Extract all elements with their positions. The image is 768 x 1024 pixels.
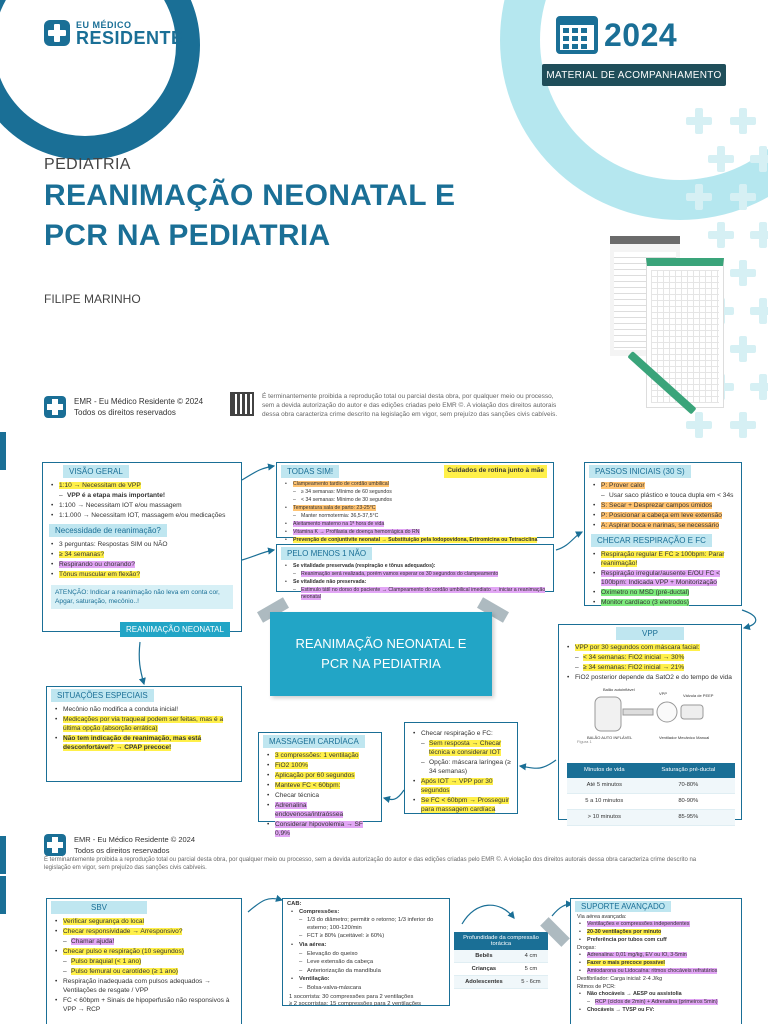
list-item: – Elevação do queixo: [291, 951, 443, 959]
list-item: • Prevenção de conjuntivite neonatal → Substituição pela Iodopovidona, Eritromicina ou Tetraciclina: [285, 537, 547, 544]
table-row: Bebês 4 cm: [454, 950, 548, 963]
table-row: > 10 minutos 85-95%: [567, 810, 735, 826]
qr-code-icon: [230, 392, 254, 416]
brand-small: EU MÉDICO: [76, 20, 132, 30]
list-item: • ≥ 34 semanas?: [51, 550, 235, 559]
side-marker: [0, 876, 6, 914]
reanimacao-question-header: Necessidade de reanimação?: [49, 524, 167, 537]
list-item: • Clampeamento tardio de cordão umbilical: [285, 481, 547, 488]
todas-sim-header: TODAS SIM!: [281, 465, 339, 478]
list-item: – Leve extensão da cabeça: [291, 959, 443, 967]
list-item: – < 34 semanas: FiO2 inicial → 30%: [567, 653, 735, 662]
list-item: – Pulso femural ou carotídeo (≥ 1 ano): [55, 967, 235, 976]
list-item: – Estimulo tátil no dorso do paciente → Clampeamento do cordão umbilical imediato → iniciar a reanimação neonatal: [285, 587, 547, 601]
list-item: – Reanimação será realizada, porém vamos esperar os 30 segundos do clampeamento: [285, 571, 547, 578]
list-item: • Via aérea:: [291, 942, 443, 950]
list-item: – Pulso braquial (< 1 ano): [55, 957, 235, 966]
pelo-menos-header: PELO MENOS 1 NÃO: [281, 547, 372, 560]
material-badge: MATERIAL DE ACOMPANHAMENTO: [542, 64, 726, 86]
cab-footer-1: 1 socorrista: 30 compressões para 2 ventilações: [289, 993, 414, 1000]
list-item: • Ventilações e compressões independentes: [579, 921, 735, 928]
list-item: • Se FC < 60bpm → Prosseguir para massagem cardíaca: [413, 796, 511, 814]
saturacao-table: [567, 763, 735, 826]
suporte-avancado-box: [570, 898, 742, 1024]
table-header: Profundidade da compressão torácica: [454, 932, 548, 950]
author-name: FILIPE MARINHO: [44, 292, 141, 306]
table-row: Adolescentes 5 - 6cm: [454, 976, 548, 989]
list-item: • VPP por 30 segundos com máscara facial:: [567, 643, 735, 652]
list-item: • A: Aspirar boca e narinas, se necessário: [593, 521, 735, 530]
list-item: • Após IOT → VPP por 30 segundos: [413, 777, 511, 795]
cab-box: [282, 898, 450, 1006]
list-item: • Vitamina K → Profilaxia de doença hemorrágica do RN: [285, 529, 547, 536]
sav-header: SUPORTE AVANÇADO: [575, 901, 671, 912]
list-item: • Manteve FC < 60bpm:: [267, 781, 375, 790]
list-item: – VPP é a etapa mais importante!: [51, 491, 235, 500]
list-item: • Respiração regular E FC ≥ 100bpm: Parar reanimação!: [593, 550, 735, 568]
table-row: Crianças 5 cm: [454, 963, 548, 976]
device-label: Ventilador Mecânico Manual: [659, 735, 710, 740]
table-row: Até 5 minutos 70-80%: [567, 778, 735, 794]
list-item: • 3 perguntas: Respostas SIM ou NÃO: [51, 540, 235, 549]
year-header: [556, 16, 677, 54]
sav-desfibrilador: Desfibrilador: Carga inicial: 2-4 J/kg: [577, 976, 663, 982]
list-item: – Anteriorização da mandíbula: [291, 968, 443, 976]
pelo-menos-box: [276, 544, 554, 600]
list-item: • FiO2 100%: [267, 761, 375, 770]
list-item: – Chamar ajuda!: [55, 937, 235, 946]
cab-title: CAB:: [287, 901, 302, 907]
list-item: • 20-30 ventilações por minuto: [579, 929, 735, 936]
list-item: – RCP (ciclos de 2min) + Adrenalina (primeiros 5min): [579, 999, 735, 1006]
sav-subheading: Ritmos de PCR:: [577, 984, 616, 990]
footer-legal-2: É terminantemente proibida a reprodução total ou parcial desta obra, por qualquer meio ou processo, sem a devida autorização do autor e das edições criadas pelo EMR ©. A violação dos direitos autorais dessa obra caracteriza crime descrito na legislação em vigor, sem prejuízo das sanções civis cabíveis.: [44, 857, 697, 871]
list-item: • Fazer o mais precoce possível: [579, 960, 735, 967]
side-marker: [0, 432, 6, 470]
vpp-device-figure: [575, 683, 725, 745]
medical-cross-icon: [44, 20, 70, 46]
device-label: VPP: [659, 691, 668, 696]
notebook-illustration: [610, 236, 700, 416]
center-title-card: REANIMAÇÃO NEONATAL E PCR NA PEDIATRIA: [270, 612, 492, 696]
checar-header: CHECAR RESPIRAÇÃO E FC: [591, 534, 712, 547]
list-item: – Opção: máscara laríngea (≥ 34 semanas): [413, 758, 511, 776]
list-item: • Checar técnica: [267, 791, 375, 800]
reanimacao-neonatal-label: REANIMAÇÃO NEONATAL: [120, 622, 230, 637]
year-text: 2024: [604, 16, 678, 53]
list-item: • Não chocáveis → AESP ou assistolia: [579, 991, 735, 998]
list-item: • Checar pulso e respiração (10 segundos): [55, 947, 235, 956]
situacoes-box: [46, 686, 242, 782]
device-label: Balão autoinflável: [603, 687, 635, 692]
list-item: • Respiração irregular/ausente E/OU FC < 100bpm: Indicada VPP + Monitorização: [593, 569, 735, 587]
page-title: [44, 176, 464, 256]
list-item: • Adrenalina endovenosa/intraóssea: [267, 801, 375, 819]
list-item: • Verificar segurança do local: [55, 917, 235, 926]
figure-caption: Figura 1: [577, 739, 592, 744]
list-item: – Manter normotermia: 36,5-37,5°C: [285, 513, 547, 520]
list-item: • Temperatura sala de parto: 23-25°C: [285, 505, 547, 512]
list-item: – FCT ≥ 80% (aceitável: ≥ 60%): [291, 933, 443, 941]
footer-legal: É terminantemente proibida a reprodução total ou parcial desta obra, por qualquer meio ou processo, sem a devida autorização do autor e das edições criadas pelo EMR ©. A violação dos direitos autorais dessa obra caracteriza crime descrito na legislação em vigor, sem prejuízo das sanções civis cabíveis.: [262, 393, 558, 418]
brand-text: [76, 20, 184, 46]
brand-logo: [44, 20, 184, 46]
subject-label: PEDIATRIA: [44, 156, 131, 173]
list-item: • Preferência por tubos com cuff: [579, 937, 735, 944]
list-item: • Adrenalina: 0,01 mg/kg, EV ou IO, 3-5min: [579, 952, 735, 959]
list-item: • Respiração inadequada com pulsos adequados → Ventilações de resgate / VPP: [55, 977, 235, 995]
list-item: • 1:100 → Necessitam IOT e/ou massagem: [51, 501, 235, 510]
checar-fc-box: [404, 722, 518, 814]
list-item: • Checar respiração e FC:: [413, 729, 511, 738]
table-row: 5 a 10 minutos 80-90%: [567, 794, 735, 810]
todas-sim-box: [276, 462, 554, 543]
vpp-box: [558, 624, 742, 820]
side-marker: [0, 836, 6, 874]
profundidade-table: [454, 932, 548, 989]
list-item: • Não tem indicação de reanimação, mas está desconfortável? → CPAP precoce!: [55, 734, 235, 752]
list-item: • Tônus muscular em flexão?: [51, 570, 235, 579]
list-item: • P: Posicionar a cabeça em leve extensão: [593, 511, 735, 520]
device-label: BALÃO AUTO INFLÁVEL: [587, 735, 633, 740]
footer-brand: EMR - Eu Médico Residente © 2024 Todos os direitos reservados: [74, 835, 195, 855]
passos-header: PASSOS INICIAIS (30 S): [589, 465, 691, 478]
atencao-note: ATENÇÃO: Indicar a reanimação não leva em conta cor, Apgar, saturação, mecônio..!: [51, 585, 233, 609]
list-item: – 1/3 do diâmetro; permitir o retorno; 1/3 inferior do esterno; 100-120/min: [291, 917, 443, 932]
list-item: • Aleitamento materno na 1ª hora de vida: [285, 521, 547, 528]
list-item: • Ventilação:: [291, 976, 443, 984]
list-item: • Mecônio não modifica a conduta inicial!: [55, 705, 235, 714]
title-line-1: REANIMAÇÃO NEONATAL E: [44, 179, 456, 212]
brand-big: RESIDENTE: [76, 28, 184, 48]
device-label: Válvula de PEEP: [683, 693, 714, 698]
list-item: • 3 compressões: 1 ventilação: [267, 751, 375, 760]
sav-subheading: Drogas:: [577, 945, 596, 951]
cuidados-rotina: Cuidados de rotina junto à mãe: [444, 465, 547, 478]
list-item: – < 34 semanas: Mínimo de 30 segundos: [285, 497, 547, 504]
footer-brand: EMR - Eu Médico Residente © 2024 Todos os direitos reservados: [74, 397, 204, 417]
title-line-2: PCR NA PEDIATRIA: [44, 219, 331, 252]
list-item: • S: Secar + Desprezar campos úmidos: [593, 501, 735, 510]
sbv-header: SBV: [51, 901, 147, 914]
list-item: • Oxímetro no MSD (pré-ductal): [593, 588, 735, 597]
footer-top: [44, 392, 734, 436]
list-item: • Se vitalidade não preservada:: [285, 579, 547, 586]
list-item: • Medicações por via traqueal podem ser feitas, mas é a última opção (absorção errática): [55, 715, 235, 733]
table-header: Minutos de vida: [567, 763, 642, 778]
situacoes-header: SITUAÇÕES ESPECIAIS: [51, 689, 154, 702]
list-item: • Checar responsividade → Arresponsivo?: [55, 927, 235, 936]
table-header: Saturação pré-ductal: [642, 763, 735, 778]
sav-subheading: Via aérea avançada:: [577, 914, 627, 920]
list-item: – Usar saco plástico e touca dupla em < 34s: [593, 491, 735, 500]
list-item: – ≥ 34 semanas: FiO2 inicial → 21%: [567, 663, 735, 672]
list-item: • FiO2 posterior depende da SatO2 e do tempo de vida: [567, 673, 735, 682]
massagem-header: MASSAGEM CARDÍACA: [263, 735, 365, 748]
list-item: • Aplicação por 60 segundos: [267, 771, 375, 780]
massagem-box: [258, 732, 382, 837]
list-item: • 1:10 → Necessitam de VPP: [51, 481, 235, 490]
cab-footer-2: ≥ 2 socorristas: 15 compressões para 2 ventilações: [289, 1001, 422, 1008]
list-item: • Chocáveis → TVSP ou FV:: [579, 1007, 735, 1014]
vpp-header: VPP: [616, 627, 684, 640]
list-item: • Considerar hipovolemia → SF 0,9%: [267, 820, 375, 838]
list-item: – Sem resposta → Checar técnica e considerar IOT: [413, 739, 511, 757]
list-item: • Amiodarona ou Lidocaína: ritmos chocáveis refratários: [579, 968, 735, 975]
list-item: – Bolsa-valva-máscara: [291, 985, 443, 993]
passos-iniciais-box: [584, 462, 742, 606]
list-item: • 1:1.000 → Necessitam IOT, massagem e/ou medicações: [51, 511, 235, 520]
footer-logo-icon: [44, 396, 66, 418]
footer-logo-icon: [44, 834, 66, 856]
sbv-box: [46, 898, 242, 1024]
list-item: • Monitor cardíaco (3 eletrodos): [593, 598, 735, 607]
list-item: • P: Prover calor: [593, 481, 735, 490]
list-item: • FC < 60bpm + Sinais de hipoperfusão não responsivos à VPP → RCP: [55, 996, 235, 1014]
visao-geral-box: [42, 462, 242, 632]
list-item: • Compressões:: [291, 909, 443, 917]
calendar-icon: [556, 16, 598, 54]
visao-geral-header: VISÃO GERAL: [63, 465, 129, 478]
list-item: • Respirando ou chorando?: [51, 560, 235, 569]
list-item: – ≥ 34 semanas: Mínimo de 60 segundos: [285, 489, 547, 496]
list-item: • Se vitalidade preservada (respiração e tônus adequados):: [285, 563, 547, 570]
